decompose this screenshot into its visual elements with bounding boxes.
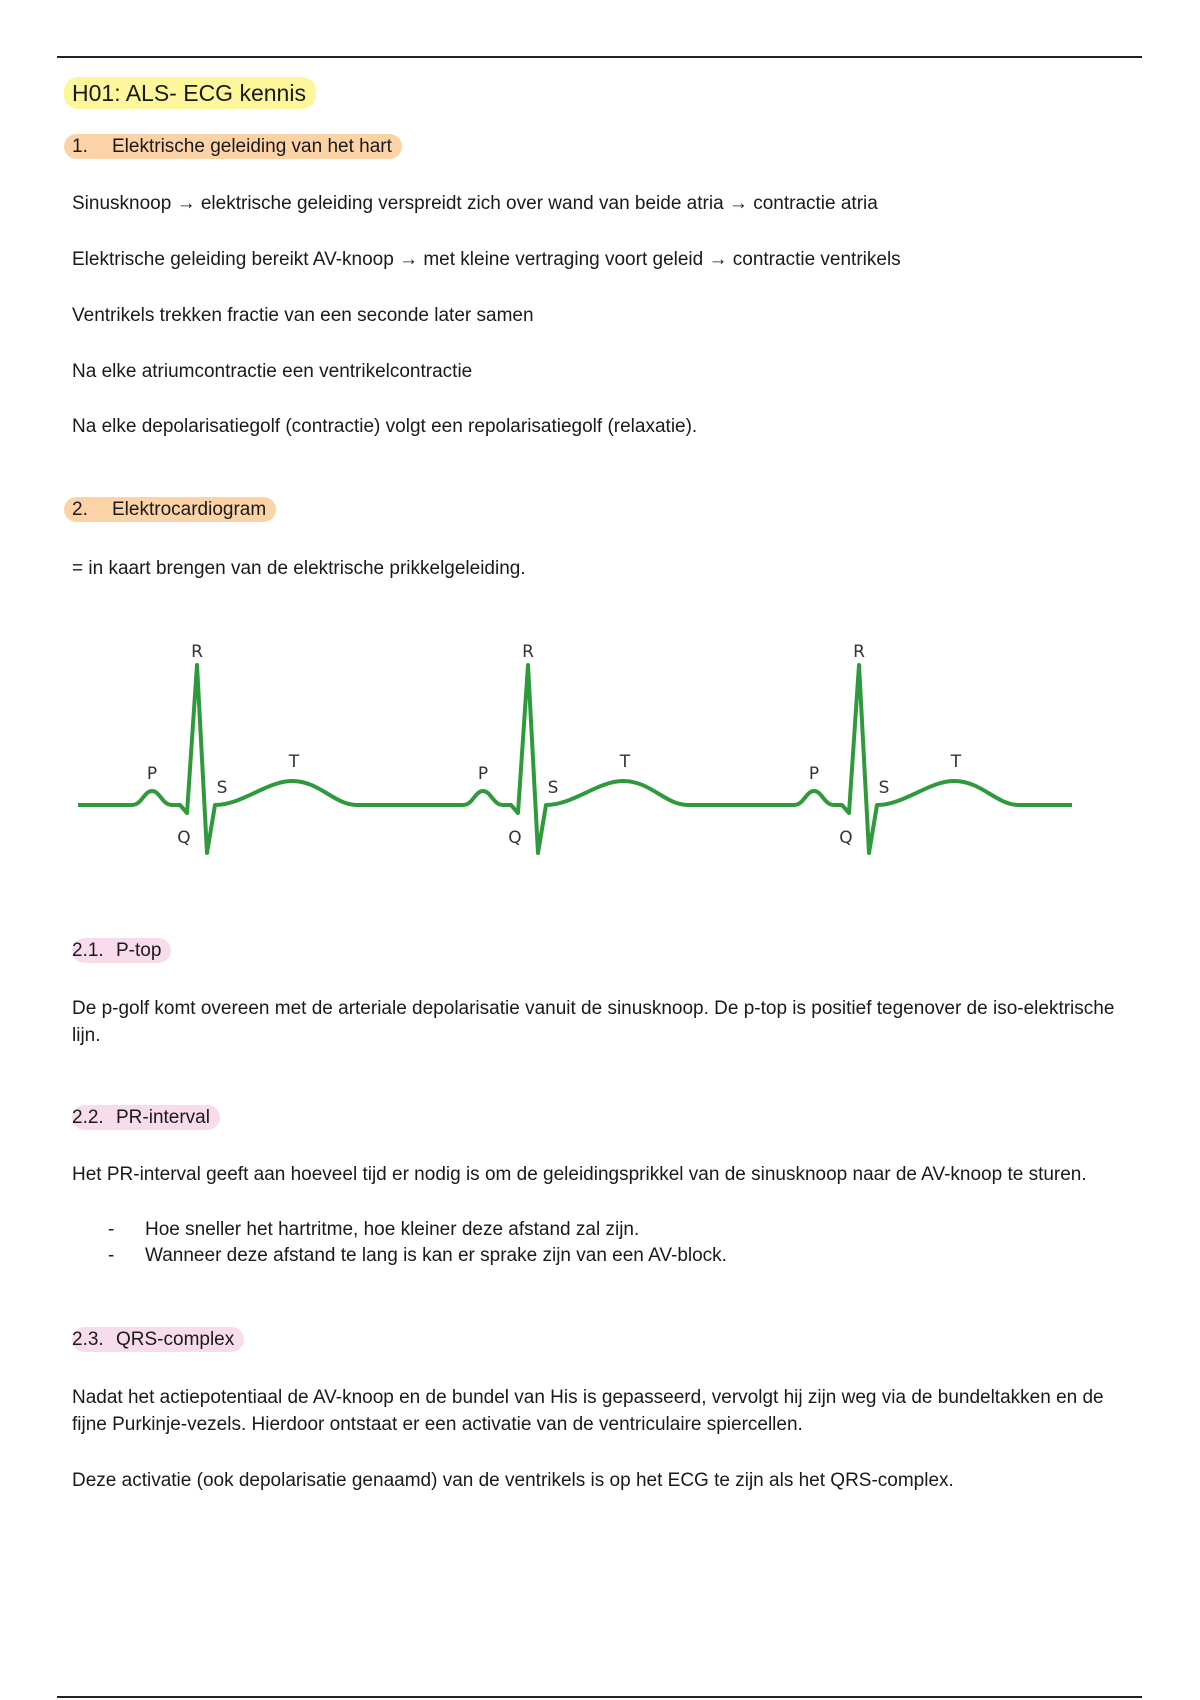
ecg-label-t: T xyxy=(950,752,962,772)
list-item: - Hoe sneller het hartritme, hoe kleiner deze afstand zal zijn. xyxy=(108,1217,727,1243)
section-1-title: Elektrische geleiding van het hart xyxy=(112,136,392,157)
ecg-waveform-figure xyxy=(72,625,1072,865)
ecg-label-s: S xyxy=(547,778,559,798)
subsection-2-1-highlight xyxy=(72,938,171,963)
ecg-label-s: S xyxy=(216,778,228,798)
ecg-label-t: T xyxy=(619,752,631,772)
section-1-number: 1. xyxy=(72,136,88,157)
ecg-label-q: Q xyxy=(177,828,191,848)
section-2-heading xyxy=(64,499,276,521)
paragraph: Elektrische geleiding bereikt AV-knoop → met kleine vertraging voort geleid → contractie ventrikels xyxy=(72,249,901,270)
section-2-highlight xyxy=(64,497,276,522)
qrs-paragraph: Nadat het actiepotentiaal de AV-knoop en de bundel van His is gepasseerd, vervolgt hij zijn weg via de bundeltakken en de fijne Purkinje-vezels. Hierdoor ontstaat er een activatie van de ventriculaire spiercellen. xyxy=(72,1387,1104,1435)
subsection-2-3-highlight xyxy=(72,1327,244,1352)
paragraph: Sinusknoop → elektrische geleiding verspreidt zich over wand van beide atria → contractie atria xyxy=(72,193,878,214)
bottom-rule xyxy=(57,1696,1142,1698)
ecg-label-p: P xyxy=(808,764,820,784)
ecg-label-r: R xyxy=(191,642,203,662)
section-2-definition: = in kaart brengen van de elektrische prikkelgeleiding. xyxy=(72,558,526,579)
ecg-trace-group xyxy=(78,642,1072,853)
section-1-heading xyxy=(64,136,402,158)
document-title xyxy=(64,80,316,107)
ecg-label-q: Q xyxy=(508,828,522,848)
qrs-paragraph: Deze activatie (ook depolarisatie genaamd) van de ventrikels is op het ECG te zijn als het QRS-complex. xyxy=(72,1470,954,1491)
ecg-label-s: S xyxy=(878,778,890,798)
ecg-label-t: T xyxy=(288,752,300,772)
ecg-label-r: R xyxy=(853,642,865,662)
subsection-2-2-heading xyxy=(72,1107,220,1129)
subsection-2-1-heading xyxy=(72,940,171,962)
list-item: - Wanneer deze afstand te lang is kan er sprake zijn van een AV-block. xyxy=(108,1243,727,1269)
subsection-2-2-number: 2.2. xyxy=(72,1107,104,1128)
ecg-trace-line xyxy=(78,665,1072,853)
subsection-2-3-number: 2.3. xyxy=(72,1329,104,1350)
subsection-2-3-heading xyxy=(72,1329,244,1351)
p-top-paragraph: De p-golf komt overeen met de arteriale depolarisatie vanuit de sinusknoop. De p-top is positief tegenover de iso-elektrische lijn. xyxy=(72,998,1115,1046)
pr-interval-bullet-list xyxy=(108,1217,727,1269)
title-highlight: H01: ALS- ECG kennis xyxy=(64,77,316,109)
subsection-2-3-title: QRS-complex xyxy=(116,1329,235,1350)
pr-interval-paragraph: Het PR-interval geeft aan hoeveel tijd er nodig is om de geleidingsprikkel van de sinusknoop naar de AV-knoop te sturen. xyxy=(72,1164,1087,1185)
ecg-label-p: P xyxy=(477,764,489,784)
ecg-label-r: R xyxy=(522,642,534,662)
subsection-2-1-number: 2.1. xyxy=(72,940,104,961)
top-rule xyxy=(57,56,1142,58)
subsection-2-2-highlight xyxy=(72,1105,220,1130)
ecg-label-p: P xyxy=(146,764,158,784)
section-2-title: Elektrocardiogram xyxy=(112,499,267,520)
paragraph: Ventrikels trekken fractie van een seconde later samen xyxy=(72,305,534,326)
subsection-2-1-title: P-top xyxy=(116,940,162,961)
paragraph: Na elke atriumcontractie een ventrikelcontractie xyxy=(72,361,473,382)
subsection-2-2-title: PR-interval xyxy=(116,1107,210,1128)
paragraph: Na elke depolarisatiegolf (contractie) volgt een repolarisatiegolf (relaxatie). xyxy=(72,416,698,437)
section-1-highlight xyxy=(64,134,402,159)
section-2-number: 2. xyxy=(72,499,88,520)
ecg-label-q: Q xyxy=(839,828,853,848)
